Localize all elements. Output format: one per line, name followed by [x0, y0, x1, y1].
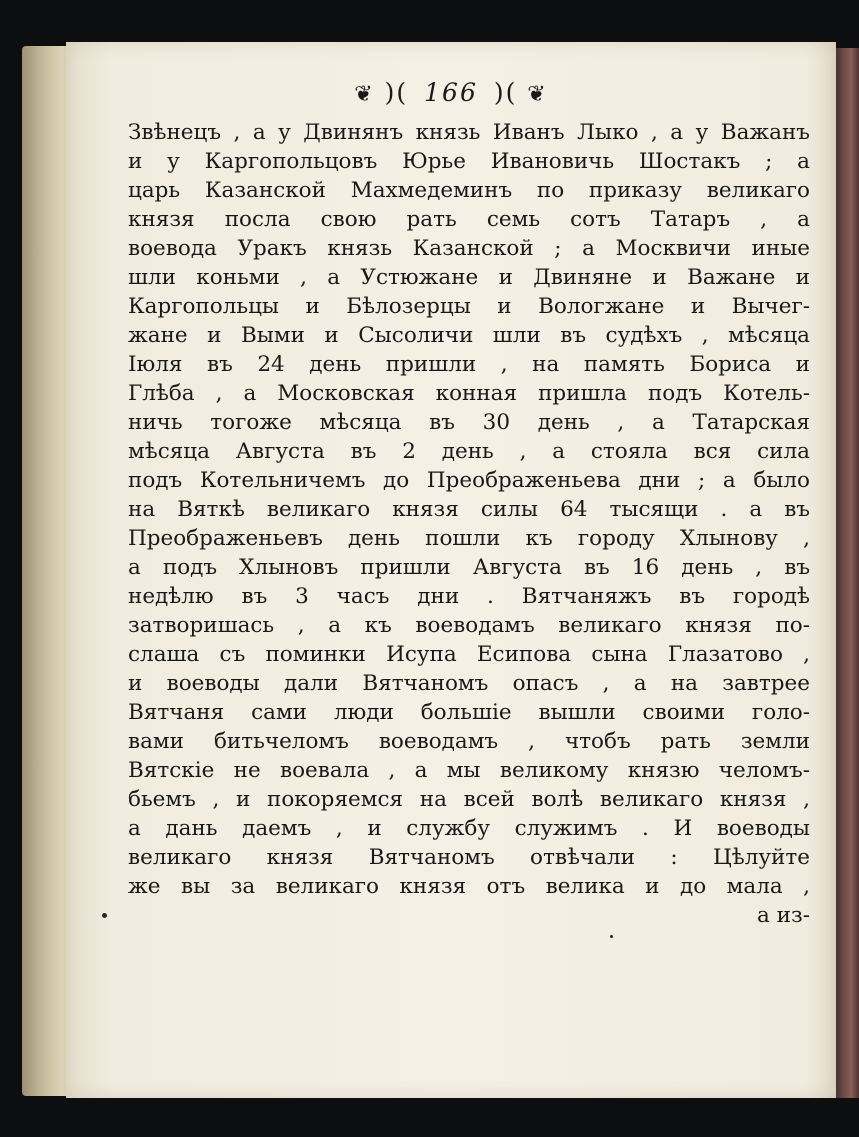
page-header [66, 78, 836, 107]
book-binding-left [22, 46, 72, 1096]
ink-spot [102, 913, 107, 918]
text-line: и воеводы дали Вятчаномъ опасъ , а на завтрее [128, 671, 810, 696]
ornament-left-icon: ❦ [354, 82, 375, 107]
catchword: а из- [757, 903, 810, 928]
text-line: Іюля въ 24 день пришли , на память Бориса и [128, 352, 810, 377]
book-page [66, 42, 836, 1098]
text-line: Вятчаня сами люди большіе вышли своими голо- [128, 700, 810, 725]
text-line: и у Каргопольцовъ Юрье Ивановичь Шостакъ ; а [128, 149, 810, 174]
text-line: Вятскіе не воевала , а мы великому князю челомъ- [128, 758, 810, 783]
text-line: Каргопольцы и Бѣлозерцы и Вологжане и Вычег- [128, 294, 810, 319]
text-line: ничь тогоже мѣсяца въ 30 день , а Татарская [128, 410, 810, 435]
text-line: жане и Выми и Сысоличи шли въ судѣхъ , мѣсяца [128, 323, 810, 348]
text-line: а подъ Хлыновъ пришли Августа въ 16 день , въ [128, 555, 810, 580]
text-line: великаго князя Вятчаномъ отвѣчали : Цѣлуйте [128, 845, 810, 870]
text-line: недѣлю въ 3 часъ дни . Вятчаняжъ въ городѣ [128, 584, 810, 609]
text-line: же вы за великаго князя отъ велика и до мала , [128, 874, 810, 899]
text-line: Звѣнецъ , а у Двинянъ князь Иванъ Лыко , а у Важанъ [128, 120, 810, 145]
ink-spot [610, 935, 613, 938]
text-line: а дань даемъ , и службу служимъ . И воеводы [128, 816, 810, 841]
text-line: слаша съ поминки Исупа Есипова сына Глазатово , [128, 642, 810, 667]
page-number: 166 [424, 78, 478, 107]
text-line: подъ Котельничемъ до Преображеньева дни ; а было [128, 468, 810, 493]
ornament-right-icon: ❦ [527, 82, 548, 107]
book-edge-right [833, 48, 859, 1098]
text-line: шли коньми , а Устюжане и Двиняне и Важане и [128, 265, 810, 290]
text-line: на Вяткѣ великаго князя силы 64 тысящи . а въ [128, 497, 810, 522]
text-line: воевода Уракъ князь Казанской ; а Москвичи иные [128, 236, 810, 261]
text-line: Преображеньевъ день пошли къ городу Хлынову , [128, 526, 810, 551]
text-line: вами битьчеломъ воеводамъ , чтобъ рать земли [128, 729, 810, 754]
body-text [128, 118, 810, 930]
text-line: Глѣба , а Московская конная пришла подъ Котель- [128, 381, 810, 406]
text-line: царь Казанской Махмедеминъ по приказу великаго [128, 178, 810, 203]
header-paren-left: )( [384, 78, 409, 107]
header-paren-right: )( [493, 78, 518, 107]
text-line: затворишась , а къ воеводамъ великаго князя по- [128, 613, 810, 638]
text-line: князя посла свою рать семь сотъ Татаръ , а [128, 207, 810, 232]
text-line: мѣсяца Августа въ 2 день , а стояла вся сила [128, 439, 810, 464]
text-line: бьемъ , и покоряемся на всей волѣ великаго князя , [128, 787, 810, 812]
